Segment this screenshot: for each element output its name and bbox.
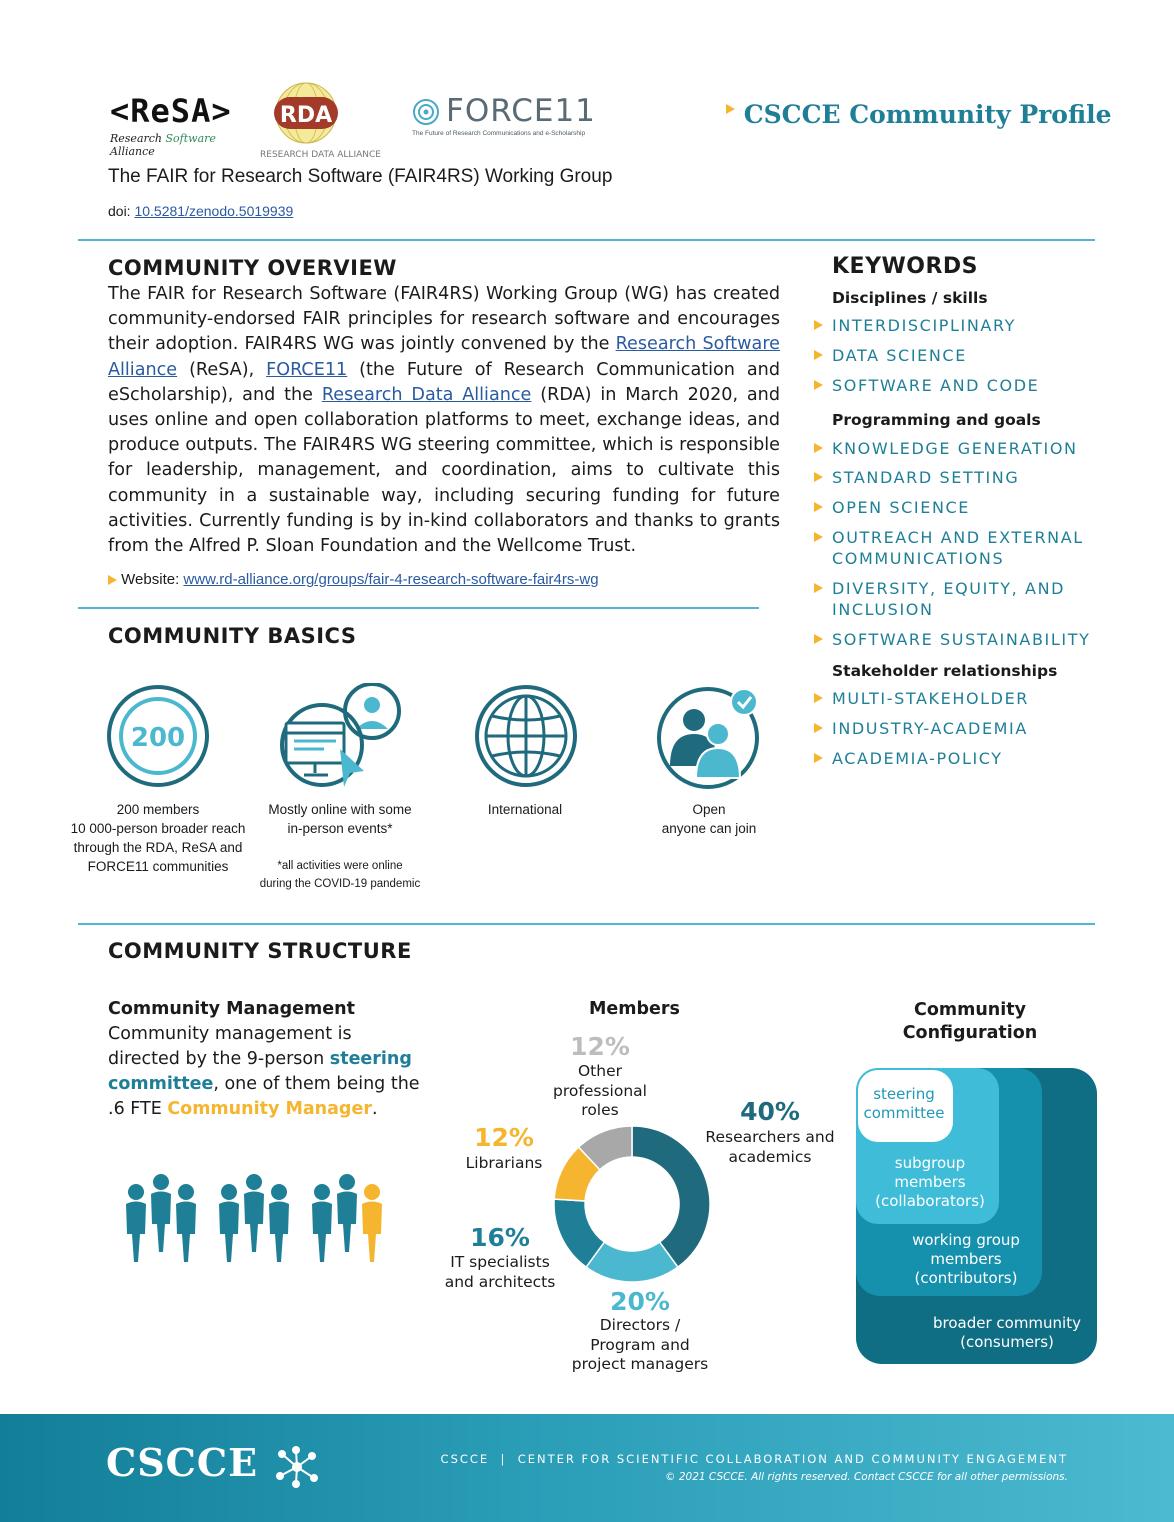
keyword-item: INTERDISCIPLINARY: [814, 315, 1114, 336]
keywords-title: KEYWORDS: [832, 254, 979, 279]
triangle-bullet-icon: [814, 502, 823, 512]
profile-title-text: CSCCE Community Profile: [743, 100, 1112, 129]
keyword-group-disciplines: Disciplines / skills: [832, 289, 988, 307]
force11-target-icon: [412, 98, 440, 126]
keyword-item: KNOWLEDGE GENERATION: [814, 438, 1114, 459]
triangle-bullet-icon: [814, 583, 823, 593]
website-link[interactable]: www.rd-alliance.org/groups/fair-4-research-software-fair4rs-wg: [183, 571, 599, 588]
triangle-bullet-icon: [814, 350, 823, 360]
keyword-item: SOFTWARE AND CODE: [814, 375, 1114, 396]
resa-logo-subtitle: Research Software Alliance: [110, 132, 216, 158]
triangle-bullet-icon: [726, 104, 735, 114]
committee-person-icon: [219, 1184, 239, 1262]
international-caption: International: [487, 802, 563, 817]
working-group-title: The FAIR for Research Software (FAIR4RS) Working Group: [108, 166, 613, 187]
website-line: [108, 571, 599, 588]
triangle-bullet-icon: [108, 575, 117, 585]
community-manager-highlight: Community Manager: [167, 1099, 372, 1119]
cscce-network-icon: [274, 1446, 320, 1488]
keyword-group-programming: Programming and goals: [832, 411, 1041, 429]
keyword-item: INDUSTRY-ACADEMIA: [814, 718, 1114, 739]
config-subgroup-label: subgroup members (collaborators): [875, 1154, 985, 1210]
people-group-icon: [126, 1174, 382, 1262]
resa-link[interactable]: Research Software Alliance: [108, 334, 781, 380]
keyword-item: OUTREACH AND EXTERNAL COMMUNICATIONS: [814, 527, 1094, 569]
steering-committee-highlight: steering committee: [108, 1049, 412, 1094]
cscce-logo-text: CSCCE: [106, 1440, 259, 1485]
label-directors: Directors / Program and project managers: [571, 1316, 709, 1373]
keyword-item: MULTI-STAKEHOLDER: [814, 688, 1114, 709]
triangle-bullet-icon: [814, 693, 823, 703]
pct-librarians: 12%: [474, 1123, 534, 1152]
members-count-icon: [106, 684, 210, 788]
members-heading: Members: [589, 999, 680, 1019]
pct-it-specialists: 16%: [470, 1223, 530, 1252]
pct-other: 12%: [570, 1032, 630, 1061]
footer-copyright: © 2021 CSCCE. All rights reserved. Contact CSCCE for all other permissions.: [665, 1471, 1068, 1483]
header-divider: [78, 239, 1095, 241]
community-manager-person-icon: [362, 1184, 382, 1262]
globe-icon: [474, 684, 578, 788]
profile-title: [726, 100, 1112, 129]
members-caption: 200 members 10 000-person broader reach through the RDA, ReSA and FORCE11 communities: [70, 802, 246, 874]
config-working-group-label: working group members (contributors): [912, 1231, 1020, 1287]
online-footnote: *all activities were online during the COVID-19 pandemic: [259, 860, 421, 890]
triangle-bullet-icon: [814, 532, 823, 542]
force11-logo: [410, 93, 596, 144]
triangle-bullet-icon: [814, 472, 823, 482]
steering-committee-people-icon: [124, 1174, 390, 1266]
basics-title: COMMUNITY BASICS: [108, 624, 357, 648]
force11-link[interactable]: FORCE11: [266, 359, 348, 380]
overview-divider: [78, 607, 759, 609]
open-caption: Open anyone can join: [661, 802, 757, 836]
triangle-bullet-icon: [814, 634, 823, 644]
doi: [108, 203, 293, 219]
label-researchers: Researchers and academics: [705, 1128, 835, 1166]
keyword-item: OPEN SCIENCE: [814, 497, 1114, 518]
committee-person-icon: [176, 1184, 196, 1262]
overview-title: COMMUNITY OVERVIEW: [108, 256, 397, 280]
pct-directors: 20%: [610, 1287, 670, 1316]
keyword-item: ACADEMIA-POLICY: [814, 748, 1114, 769]
configuration-heading: Community Configuration: [902, 1000, 1038, 1043]
resa-logo-mark: <ReSA>: [110, 92, 232, 130]
config-steering-label: steering committee: [863, 1085, 945, 1122]
online-caption: Mostly online with some in-person events*: [268, 802, 412, 836]
rda-logo-mark: RDA: [279, 103, 333, 128]
rda-logo-subtitle: RESEARCH DATA ALLIANCE: [260, 150, 381, 160]
triangle-bullet-icon: [814, 380, 823, 390]
committee-person-icon: [312, 1184, 332, 1262]
config-broader-label: broader community (consumers): [932, 1314, 1081, 1351]
open-community-icon: [656, 686, 762, 790]
rda-link[interactable]: Research Data Alliance: [321, 384, 532, 405]
committee-person-icon: [126, 1184, 146, 1262]
basics-divider: [78, 923, 1095, 925]
keyword-item: DATA SCIENCE: [814, 345, 1114, 366]
label-librarians: Librarians: [465, 1154, 543, 1172]
committee-person-icon: [269, 1184, 289, 1262]
triangle-bullet-icon: [814, 723, 823, 733]
keyword-group-stakeholders: Stakeholder relationships: [832, 662, 1058, 680]
triangle-bullet-icon: [814, 443, 823, 453]
force11-logo-mark: FORCE11: [446, 93, 596, 129]
management-heading: Community Management: [108, 999, 355, 1019]
doi-link[interactable]: 10.5281/zenodo.5019939: [134, 203, 294, 219]
triangle-bullet-icon: [814, 320, 823, 330]
rda-logo: [258, 80, 398, 162]
pct-researchers: 40%: [740, 1097, 800, 1126]
members-count: 200: [130, 723, 186, 753]
footer-org-name: CSCCE | CENTER FOR SCIENTIFIC COLLABORATION AND COMMUNITY ENGAGEMENT: [440, 1452, 1068, 1466]
cscce-footer-logo: [106, 1440, 320, 1488]
donut-slice-0: [632, 1126, 710, 1267]
doi-label: doi:: [108, 203, 135, 219]
keyword-item: DIVERSITY, EQUITY, AND INCLUSION: [814, 578, 1084, 620]
members-donut-chart: [552, 1124, 712, 1284]
online-events-icon: [280, 683, 404, 793]
keyword-item: STANDARD SETTING: [814, 467, 1114, 488]
committee-person-icon: [337, 1174, 357, 1252]
rda-globe-icon: [258, 80, 398, 162]
label-other: Other professional roles: [553, 1062, 647, 1119]
committee-person-icon: [244, 1174, 264, 1252]
overview-text: The FAIR for Research Software (FAIR4RS) Working Group (WG) has created community-endorsed FAIR principles for research software and encourages their adoption. FAIR4RS WG was jointly convened by the Research Software Alliance (ReSA), FORCE11 (the Future of Research Communication and eScholarship), and the Research Data Alliance (RDA) in March 2020, and uses online and open collaboration platforms to meet, exchange ideas, and produce outputs. The FAIR4RS WG steering committee, which is responsible for leadership, management, and coordination, aims to cultivate this community in a sustainable way, including securing funding for future activities. Currently funding is by in-kind collaborators and thanks to grants from the Alfred P. Sloan Foundation and the Wellcome Trust.: [108, 284, 781, 557]
management-text: Community management is directed by the 9-person steering committee, one of them being the .6 FTE Community Manager.: [108, 1024, 420, 1119]
label-it-specialists: IT specialists and architects: [444, 1253, 556, 1291]
resa-logo: [110, 92, 250, 158]
committee-person-icon: [151, 1174, 171, 1252]
structure-title: COMMUNITY STRUCTURE: [108, 939, 412, 963]
force11-logo-subtitle: The Future of Research Communications and e-Scholarship: [412, 130, 586, 137]
triangle-bullet-icon: [814, 753, 823, 763]
keyword-item: SOFTWARE SUSTAINABILITY: [814, 629, 1114, 650]
website-label: Website:: [121, 571, 184, 588]
